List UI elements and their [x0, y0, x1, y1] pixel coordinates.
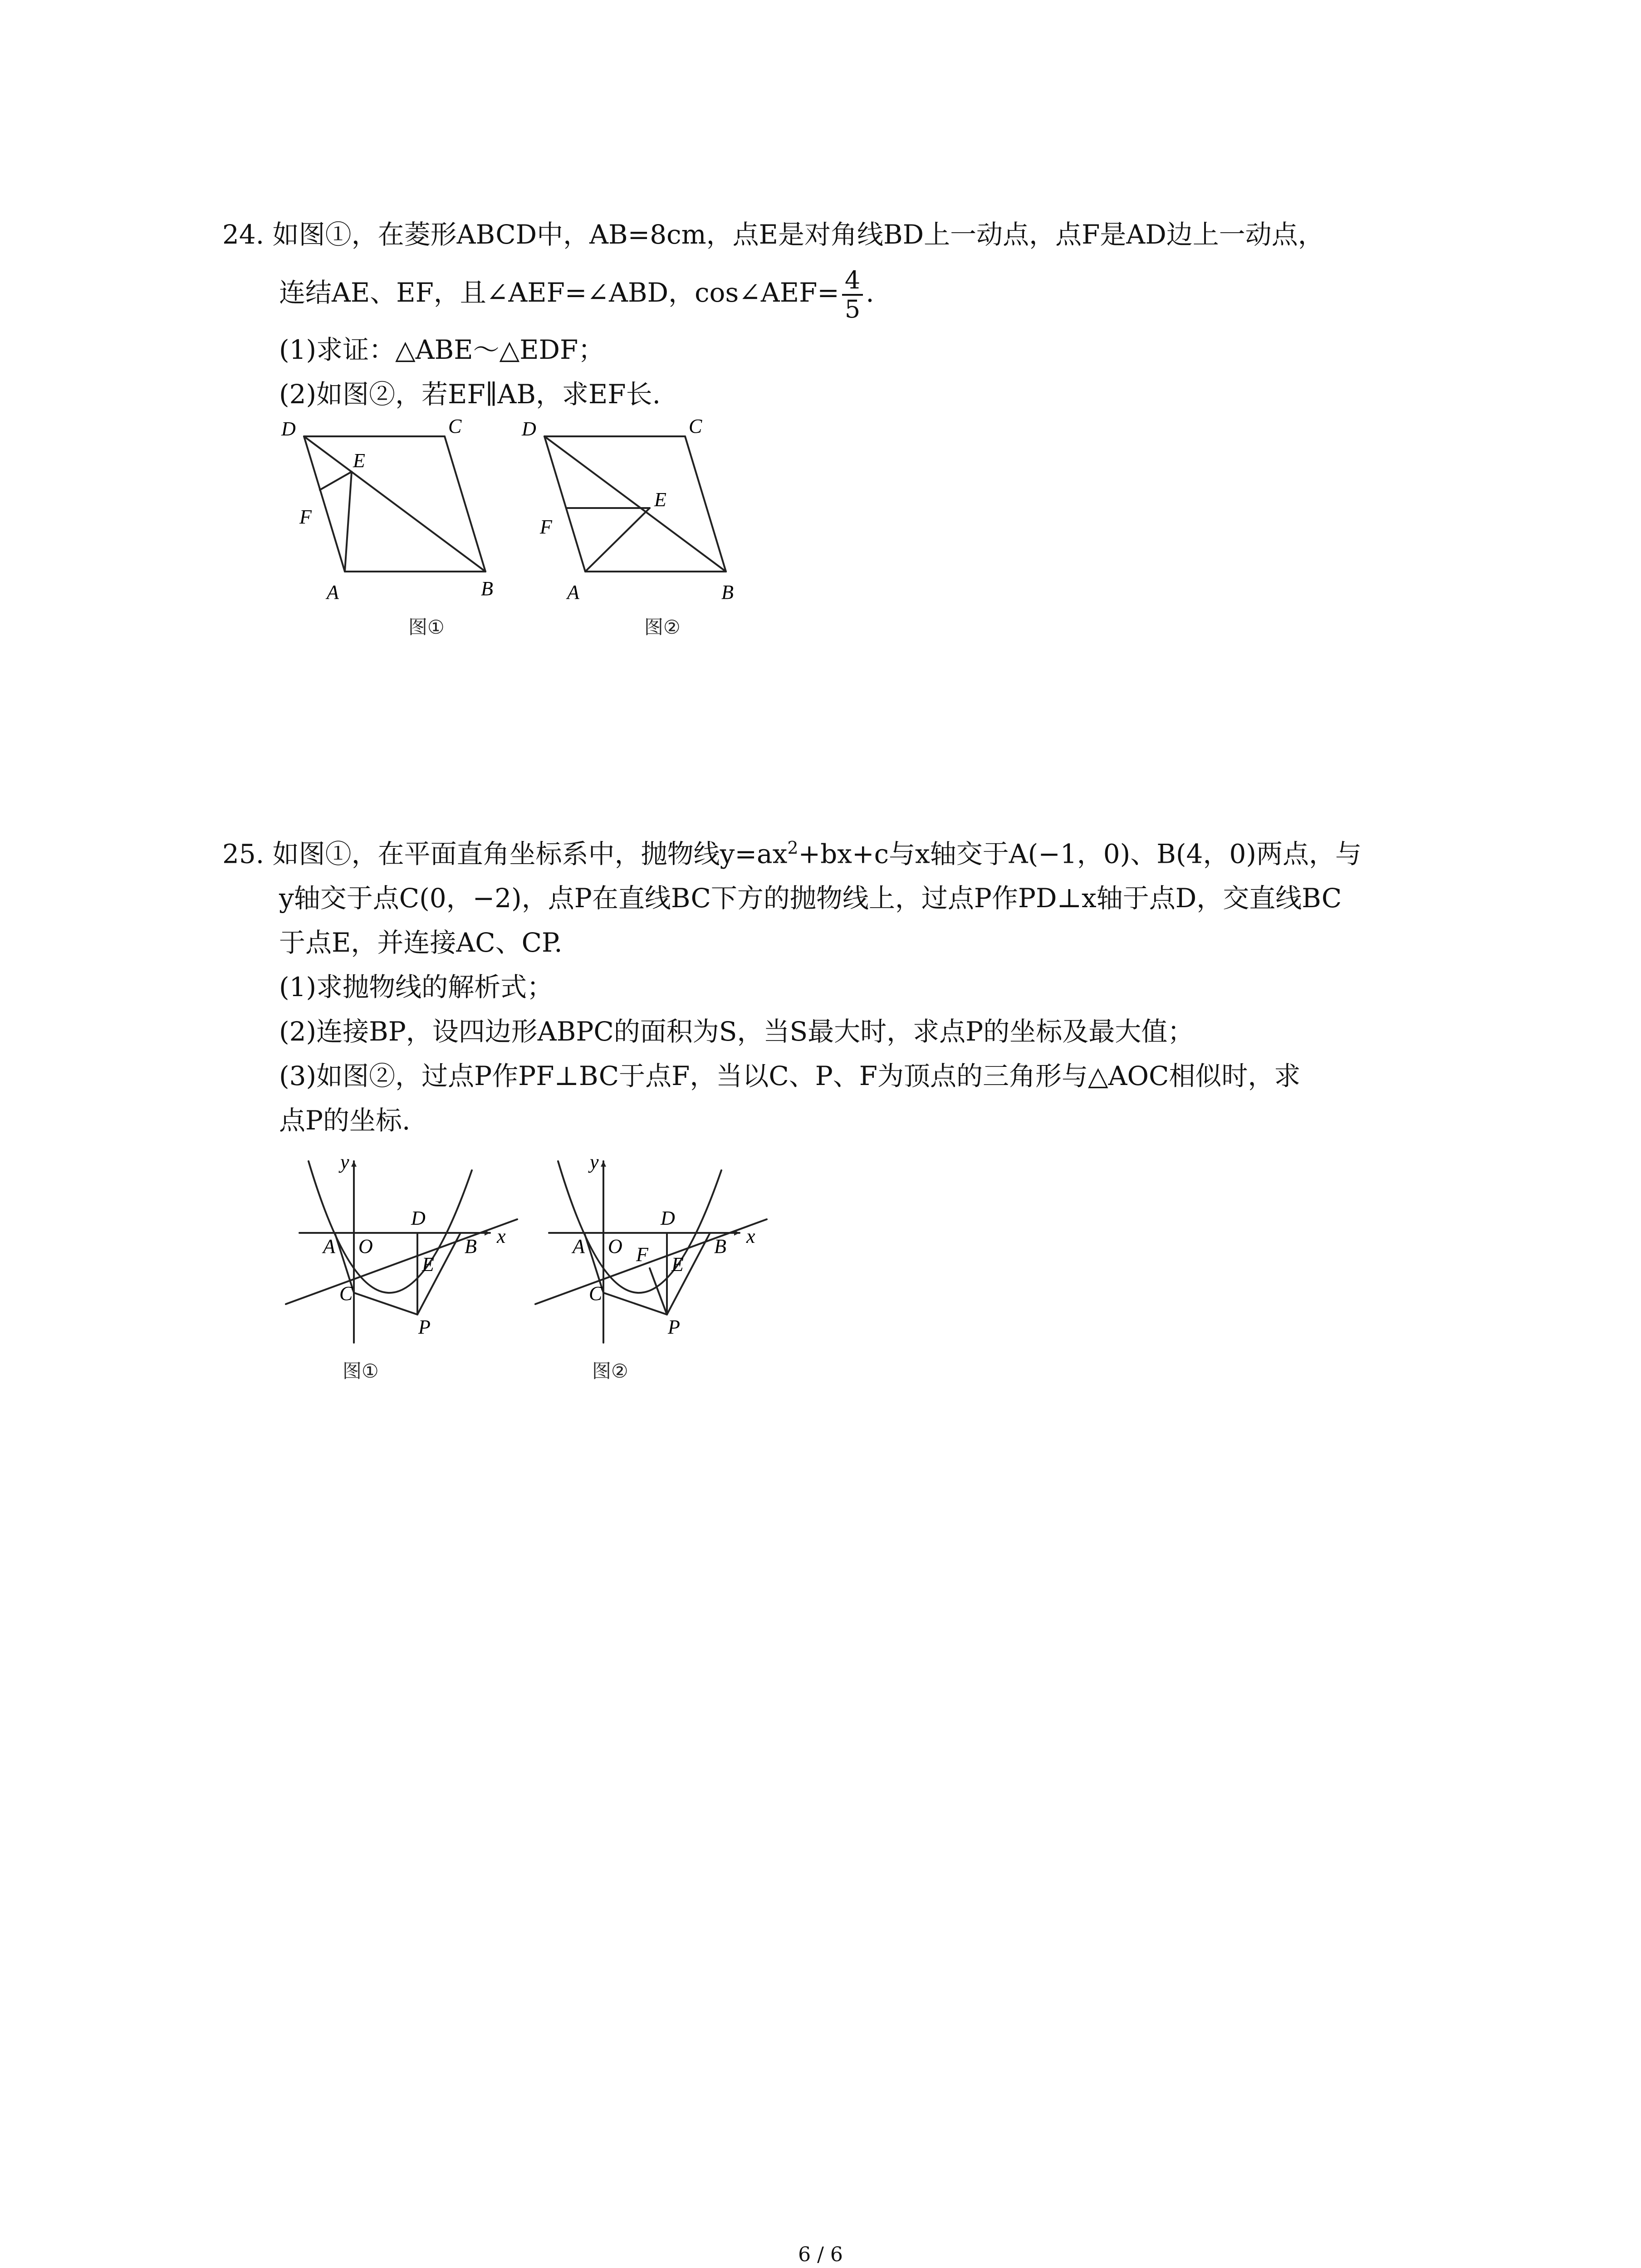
fraction-numerator: 4 [842, 267, 863, 296]
p24-figure-1-caption: 图① [408, 616, 445, 638]
p25-figure-2 [531, 1152, 785, 1356]
label-A: A [323, 1235, 335, 1257]
p25-line-1-text: 25. 如图①，在平面直角坐标系中，抛物线y=ax [222, 838, 788, 870]
label-F: F [636, 1243, 648, 1266]
label-E: E [422, 1253, 434, 1276]
p24-figure-2 [513, 417, 749, 608]
label-y: y [590, 1152, 599, 1173]
rhombus-diagram-1 [268, 417, 504, 608]
p25-figure-1 [281, 1152, 535, 1356]
label-E: E [654, 489, 666, 511]
label-D: D [522, 418, 536, 440]
p25-question-3-cont: 点P的坐标. [279, 1105, 411, 1136]
label-D: D [281, 418, 296, 440]
label-C: C [448, 417, 462, 437]
label-A: A [327, 581, 339, 603]
label-E: E [353, 450, 365, 472]
fraction-denominator: 5 [844, 295, 861, 323]
label-O: O [608, 1235, 622, 1257]
label-P: P [418, 1316, 431, 1338]
cos-fraction [842, 267, 863, 323]
label-C: C [589, 1282, 603, 1305]
p24-question-1: (1)求证：△ABE～△EDF； [279, 334, 605, 365]
label-P: P [668, 1316, 680, 1338]
p24-line-1: 24. 如图①，在菱形ABCD中，AB=8cm，点E是对角线BD上一动点，点F是AD边上一动点， [222, 219, 1324, 250]
p24-figure-2-caption: 图② [644, 616, 681, 638]
parabola-diagram-1 [281, 1152, 535, 1356]
label-x: x [746, 1225, 755, 1247]
p24-line-2-text: 连结AE、EF，且∠AEF=∠ABD，cos∠AEF= [279, 277, 839, 308]
label-C: C [339, 1282, 353, 1305]
label-A: A [573, 1235, 585, 1257]
p24-line-2-end: . [866, 277, 874, 308]
label-B: B [721, 581, 734, 603]
label-D: D [661, 1207, 675, 1229]
page-number: 6 / 6 [798, 2243, 843, 2266]
p25-figure-1-caption: 图① [343, 1360, 379, 1382]
label-B: B [714, 1235, 726, 1257]
rhombus-diagram-2 [513, 417, 749, 608]
p25-line-3: 于点E，并连接AC、CP. [279, 927, 563, 958]
problem-25 [222, 826, 1447, 1143]
label-y: y [340, 1152, 349, 1173]
label-F: F [299, 506, 312, 528]
label-D: D [411, 1207, 426, 1229]
problem-24 [222, 212, 1447, 416]
p25-line-1 [222, 826, 1447, 876]
label-C: C [689, 417, 702, 437]
label-E: E [671, 1253, 684, 1276]
label-O: O [358, 1235, 373, 1257]
label-B: B [481, 577, 493, 600]
p25-figure-2-caption: 图② [592, 1360, 628, 1382]
label-x: x [497, 1225, 506, 1247]
p25-question-2: (2)连接BP，设四边形ABPC的面积为S，当S最大时，求点P的坐标及最大值； [279, 1016, 1194, 1047]
exponent: 2 [787, 838, 798, 858]
parabola-diagram-2 [531, 1152, 785, 1356]
p25-question-3: (3)如图②，过点P作PF⊥BC于点F，当以C、P、F为顶点的三角形与△AOC相似时，求 [279, 1061, 1301, 1092]
p24-figure-1 [268, 417, 504, 608]
p24-line-2 [222, 267, 1447, 323]
p24-question-2: (2)如图②，若EF∥AB，求EF长. [279, 379, 661, 410]
label-B: B [465, 1235, 477, 1257]
label-F: F [540, 516, 552, 538]
p25-question-1: (1)求抛物线的解析式； [279, 972, 554, 1003]
label-A: A [567, 581, 579, 603]
p25-line-1-end: +bx+c与x轴交于A(−1，0)、B(4，0)两点，与 [798, 838, 1362, 870]
p25-line-2: y轴交于点C(0，−2)，点P在直线BC下方的抛物线上，过点P作PD⊥x轴于点D，交直线BC [279, 883, 1342, 914]
